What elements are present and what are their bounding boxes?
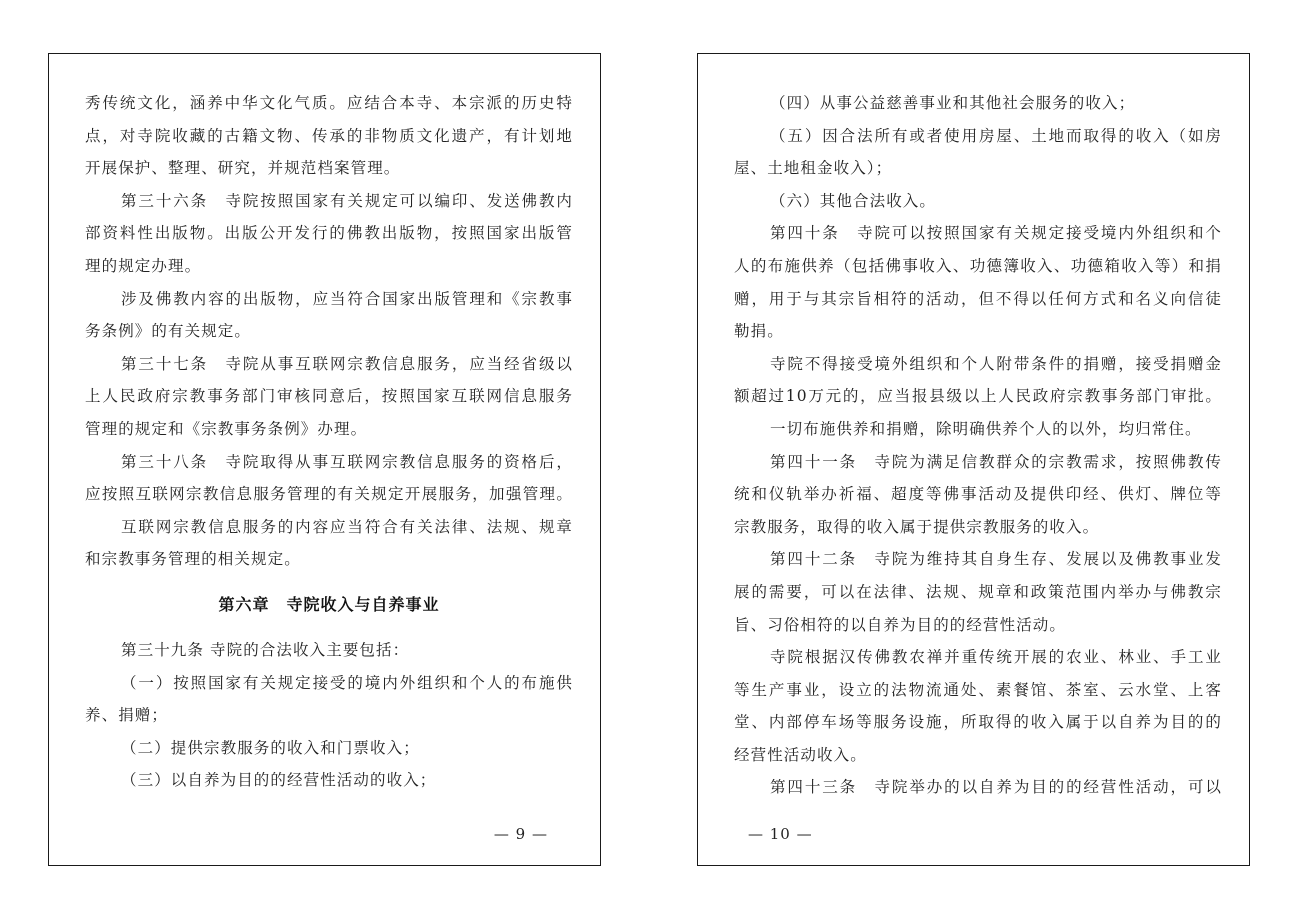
article-36-first-line: 第三十六条 寺院按照国家有关规定可以编印、发送佛教内 (121, 191, 573, 210)
list-item: （二）提供宗教服务的收入和门票收入； (121, 738, 420, 757)
article-38-first-line: 第三十八条 寺院取得从事互联网宗教信息服务的资格后， (121, 452, 573, 471)
text-line: 寺院根据汉传佛教农禅并重传统开展的农业、林业、手工业 (770, 648, 1222, 667)
document-page-left (48, 53, 601, 866)
text-line: 管理的规定和《宗教事务条例》办理。 (85, 419, 368, 438)
chapter-heading: 第六章 寺院收入与自养事业 (218, 594, 440, 614)
article-43-first-line: 第四十三条 寺院举办的以自养为目的的经营性活动，可以 (770, 778, 1222, 797)
article-39-first-line: 第三十九条 寺院的合法收入主要包括： (121, 640, 410, 659)
text-line: 上人民政府宗教事务部门审核同意后，按照国家互联网信息服务 (85, 387, 573, 406)
text-line: 统和仪轨举办祈福、超度等佛事活动及提供印经、供灯、牌位等 (734, 485, 1222, 504)
text-line: 赠，用于与其宗旨相符的活动，但不得以任何方式和名义向信徒 (734, 289, 1222, 308)
article-40-first-line: 第四十条 寺院可以按照国家有关规定接受境内外组织和个 (770, 224, 1222, 243)
text-line: 人的布施供养（包括佛事收入、功德簿收入、功德箱收入等）和捐 (734, 256, 1222, 275)
text-line: 经营性活动收入。 (734, 745, 867, 764)
text-line: 等生产事业，设立的法物流通处、素餐馆、茶室、云水堂、上客 (734, 680, 1222, 699)
list-item: （一）按照国家有关规定接受的境内外组织和个人的布施供 (121, 673, 573, 692)
text-line: 务条例》的有关规定。 (85, 322, 252, 341)
list-item: （四）从事公益慈善事业和其他社会服务的收入； (770, 94, 1136, 112)
text-line: 涉及佛教内容的出版物，应当符合国家出版管理和《宗教事 (121, 289, 573, 308)
text-line: 秀传统文化，涵养中华文化气质。应结合本寺、本宗派的历史特 (85, 94, 573, 112)
text-line: 养、捐赠； (85, 706, 169, 725)
text-line: 一切布施供养和捐赠，除明确供养个人的以外，均归常住。 (770, 419, 1202, 438)
list-item: （五）因合法所有或者使用房屋、土地而取得的收入（如房 (770, 126, 1222, 145)
text-line: 展的需要，可以在法律、法规、规章和政策范围内举办与佛教宗 (734, 582, 1222, 601)
page-body (734, 87, 1222, 804)
document-page-right (697, 53, 1250, 866)
text-line: 额超过10万元的，应当报县级以上人民政府宗教事务部门审批。 (734, 387, 1222, 406)
text-line: 点，对寺院收藏的古籍文物、传承的非物质文化遗产，有计划地 (85, 126, 573, 145)
text-line: 和宗教事务管理的相关规定。 (85, 550, 301, 569)
article-42-first-line: 第四十二条 寺院为维持其自身生存、发展以及佛教事业发 (770, 550, 1222, 569)
text-line: 堂、内部停车场等服务设施，所取得的收入属于以自养为目的的 (734, 713, 1222, 732)
text-line: 互联网宗教信息服务的内容应当符合有关法律、法规、规章 (121, 517, 573, 536)
text-line: 旨、习俗相符的以自养为目的的经营性活动。 (734, 615, 1067, 634)
text-line: 部资料性出版物。出版公开发行的佛教出版物，按照国家出版管 (85, 224, 573, 243)
article-41-first-line: 第四十一条 寺院为满足信教群众的宗教需求，按照佛教传 (770, 452, 1222, 471)
list-item: （六）其他合法收入。 (770, 191, 937, 210)
text-line: 勒捐。 (734, 322, 784, 341)
list-item: （三）以自养为目的的经营性活动的收入； (121, 771, 437, 790)
text-line: 屋、土地租金收入）； (734, 159, 893, 178)
page-body (85, 87, 573, 797)
text-line: 理的规定办理。 (85, 256, 202, 275)
text-line: 应按照互联网宗教信息服务管理的有关规定开展服务，加强管理。 (85, 485, 573, 504)
text-line: 寺院不得接受境外组织和个人附带条件的捐赠，接受捐赠金 (770, 354, 1222, 373)
text-line: 宗教服务，取得的收入属于提供宗教服务的收入。 (734, 517, 1100, 536)
page-number: — 9 — (493, 825, 548, 843)
text-line: 开展保护、整理、研究，并规范档案管理。 (85, 159, 401, 178)
page-number: — 10 — (748, 825, 813, 843)
article-37-first-line: 第三十七条 寺院从事互联网宗教信息服务，应当经省级以 (121, 354, 573, 373)
